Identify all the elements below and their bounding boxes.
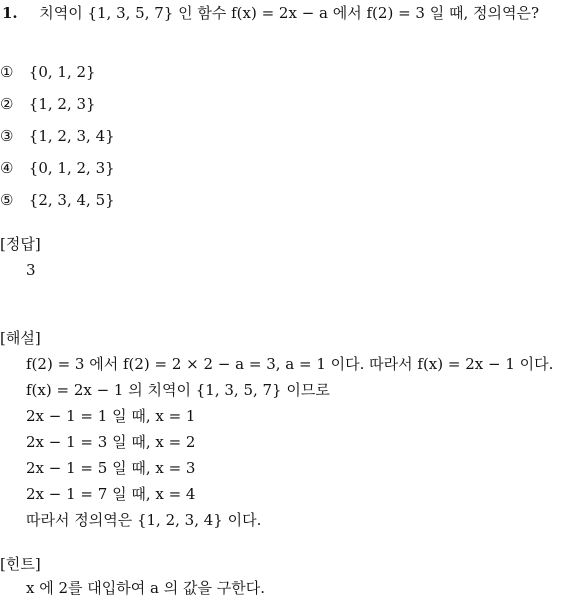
choice-2-text: {1, 2, 3} xyxy=(28,95,96,113)
explanation-line-4: 2x − 1 = 3 일 때, x = 2 xyxy=(26,433,196,451)
explanation-line-3: 2x − 1 = 1 일 때, x = 1 xyxy=(26,407,196,425)
question-line xyxy=(2,3,539,23)
hint-label: [힌트] xyxy=(0,555,41,573)
choice-3[interactable] xyxy=(0,126,115,146)
question-text: 치역이 {1, 3, 5, 7} 인 함수 f(x) = 2x − a 에서 f(2) = 3 일 때, 정의역은? xyxy=(39,4,540,22)
choice-5[interactable] xyxy=(0,190,115,210)
explanation-label: [해설] xyxy=(0,329,41,347)
choice-2[interactable] xyxy=(0,94,96,114)
choice-2-mark: ② xyxy=(0,95,14,113)
explanation-line-5: 2x − 1 = 5 일 때, x = 3 xyxy=(26,459,196,477)
choice-1-mark: ① xyxy=(0,63,14,81)
choice-4-mark: ④ xyxy=(0,159,14,177)
explanation-line-6: 2x − 1 = 7 일 때, x = 4 xyxy=(26,485,196,503)
explanation-line-7: 따라서 정의역은 {1, 2, 3, 4} 이다. xyxy=(26,511,262,529)
choice-3-text: {1, 2, 3, 4} xyxy=(28,127,115,145)
choice-4[interactable] xyxy=(0,158,115,178)
choice-1-text: {0, 1, 2} xyxy=(28,63,96,81)
choice-5-text: {2, 3, 4, 5} xyxy=(28,191,115,209)
hint-text: x 에 2를 대입하여 a 의 값을 구한다. xyxy=(26,579,265,597)
explanation-line-1: f(2) = 3 에서 f(2) = 2 × 2 − a = 3, a = 1 이다. 따라서 f(x) = 2x − 1 이다. xyxy=(26,355,554,373)
choice-1[interactable] xyxy=(0,62,96,82)
answer-label: [정답] xyxy=(0,235,41,253)
question-number: 1. xyxy=(2,4,18,22)
choice-4-text: {0, 1, 2, 3} xyxy=(28,159,115,177)
choice-5-mark: ⑤ xyxy=(0,191,14,209)
choice-3-mark: ③ xyxy=(0,127,14,145)
explanation-line-2: f(x) = 2x − 1 의 치역이 {1, 3, 5, 7} 이므로 xyxy=(26,381,330,399)
answer-value: 3 xyxy=(26,261,36,279)
